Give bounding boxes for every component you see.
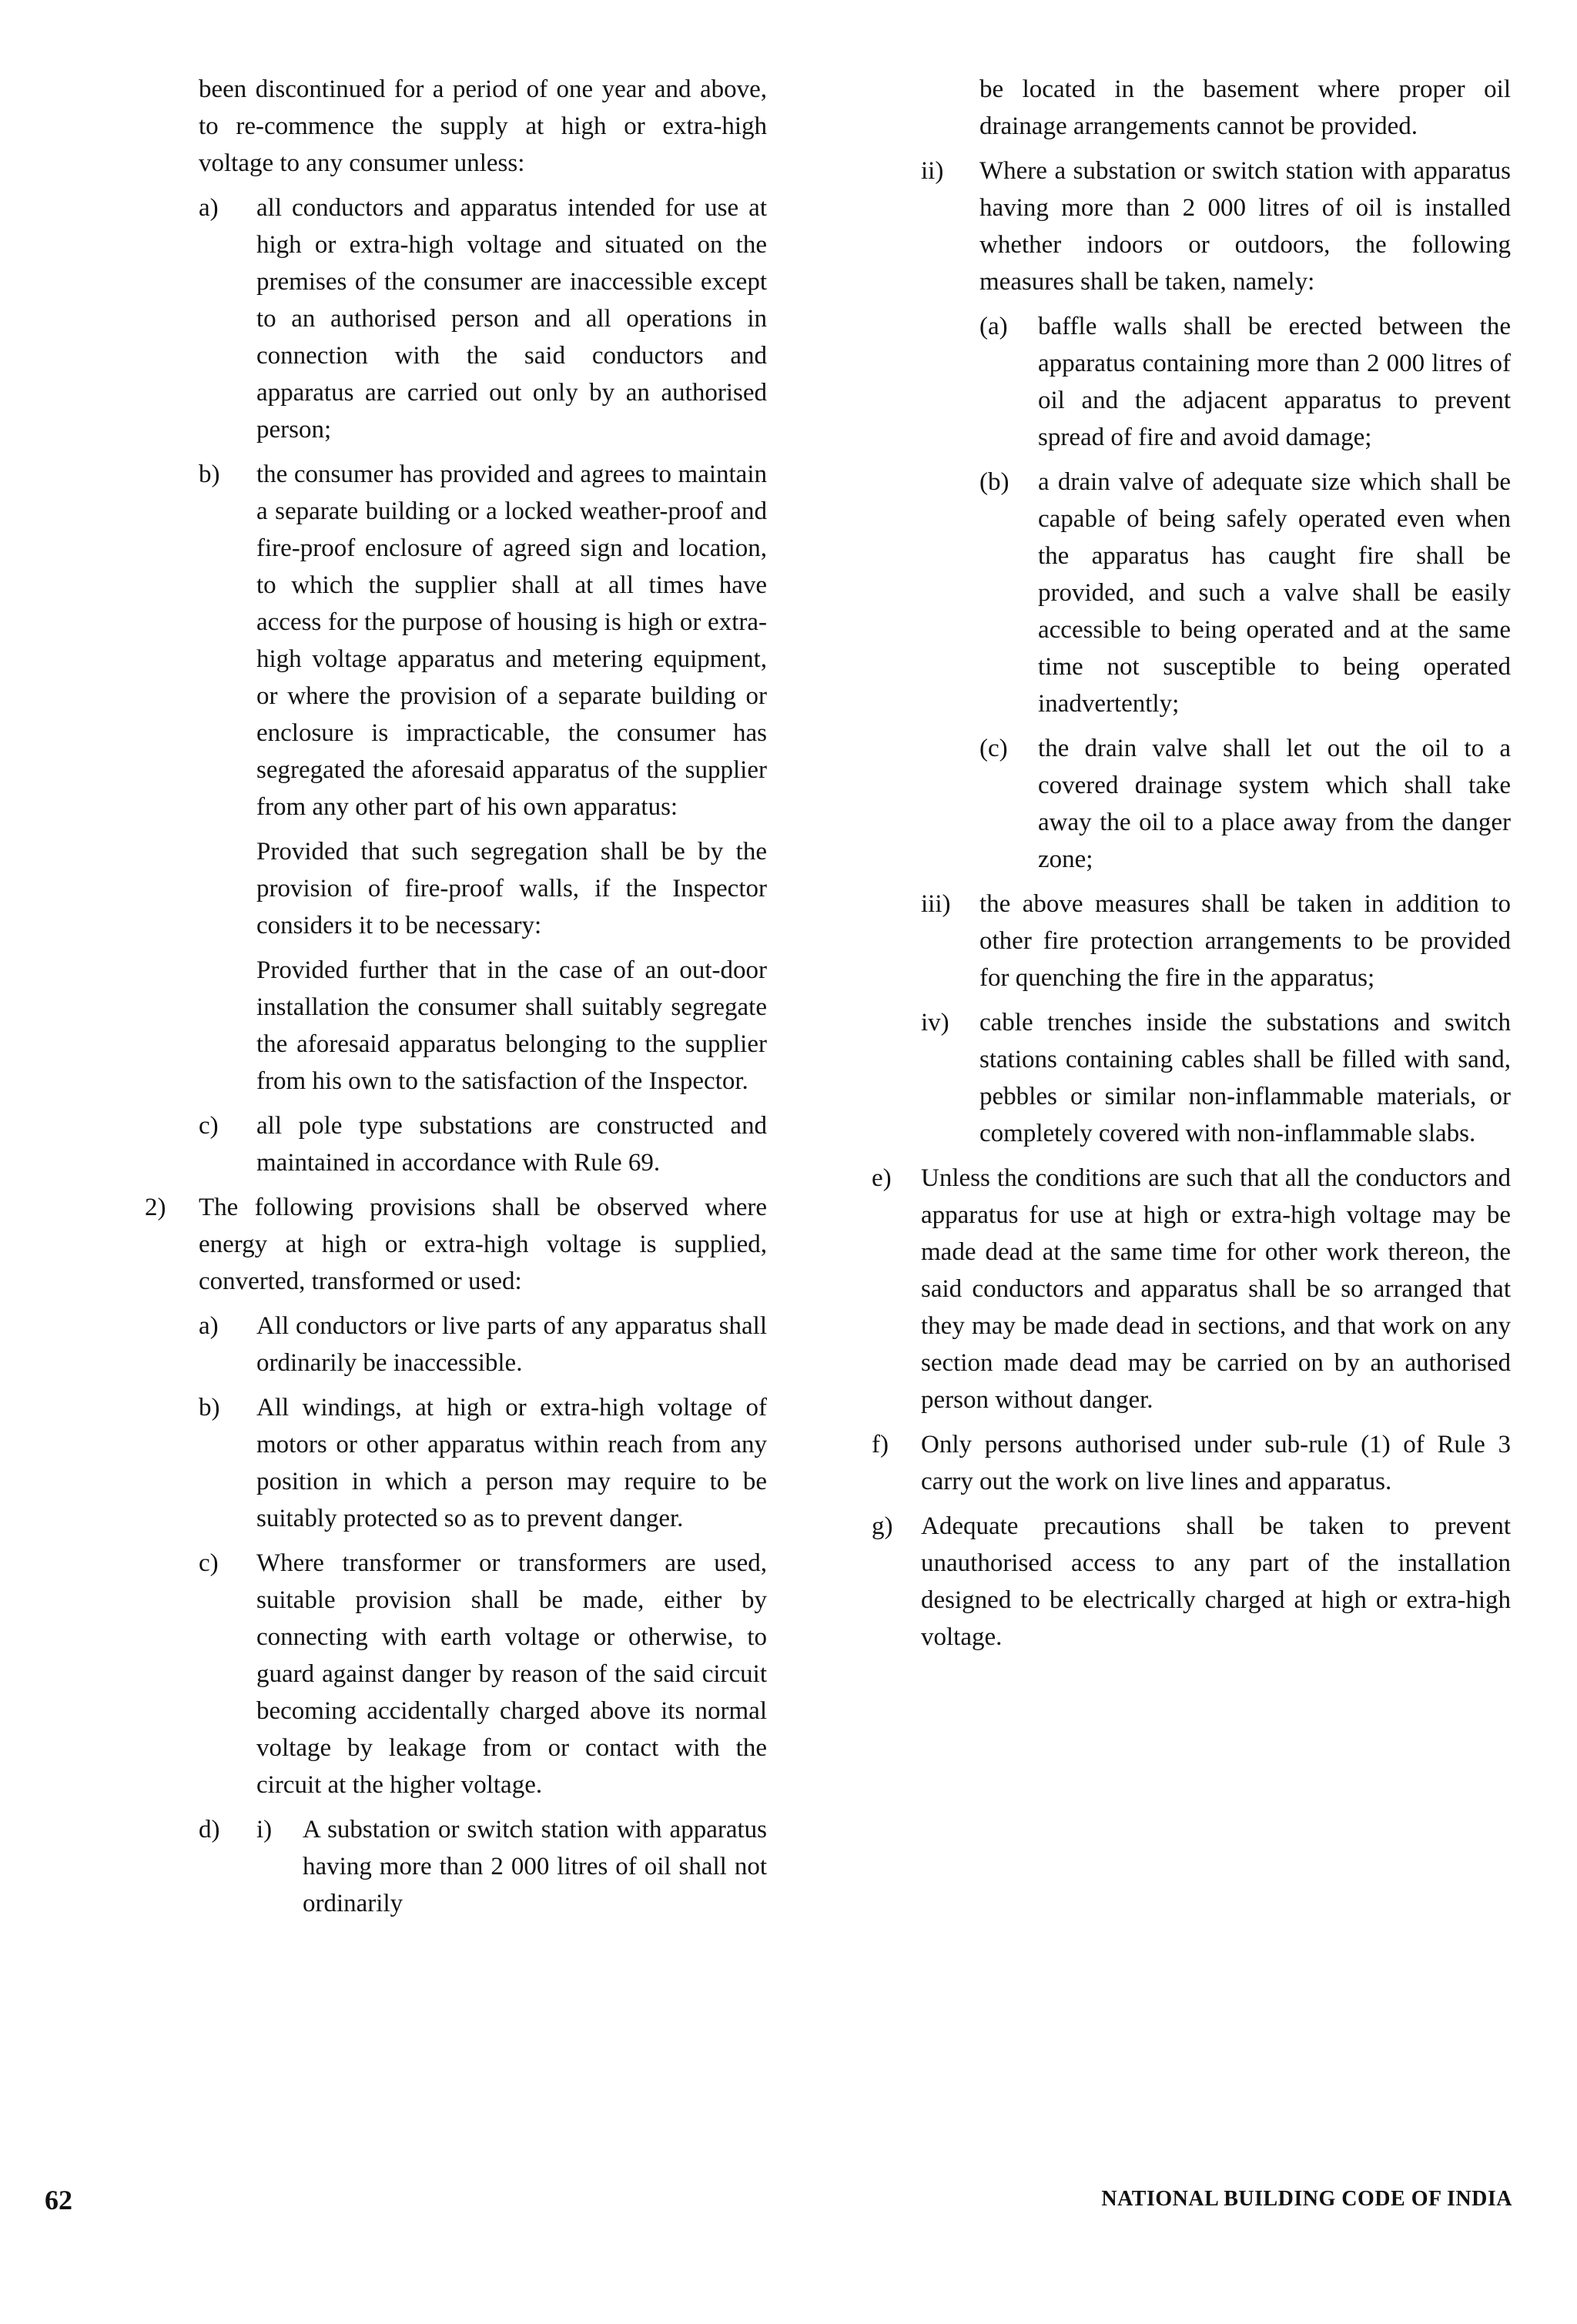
- item-label: b): [199, 460, 220, 488]
- item-text: Where a substation or switch station with apparatus having more than 2 000 litres of oil is installed whether indoors or outdoors, the following measures shall be taken, namely:: [979, 157, 1511, 296]
- continuation-paragraph: be located in the basement where proper oil drainage arrangements cannot be provided.: [979, 75, 1511, 140]
- item-label: c): [199, 1549, 219, 1577]
- page-number: 62: [45, 2185, 72, 2215]
- item-label: (a): [979, 313, 1008, 340]
- item-text: the drain valve shall let out the oil to a covered drainage system which shall take away the oil to a place away from the danger zone;: [1038, 735, 1511, 873]
- item-label: e): [872, 1164, 892, 1192]
- list-item-2c: [199, 1545, 767, 1803]
- left-column: [145, 71, 767, 1930]
- item-text: all conductors and apparatus intended for use at high or extra-high voltage and situated on the premises of the consumer are inaccessible except to an authorised person and all operations in connection with the said conductors and apparatus are carried out only by an authorised person;: [256, 194, 767, 444]
- item-label: iv): [921, 1009, 949, 1036]
- list-item-iii: [921, 886, 1511, 996]
- item-label: iii): [921, 890, 951, 918]
- list-item-c: [199, 1107, 767, 1181]
- sub-item-b: [979, 464, 1511, 722]
- list-item-b: [199, 456, 767, 825]
- item-text: baffle walls shall be erected between the apparatus containing more than 2 000 litres of oil and the adjacent apparatus to prevent spread of fire and avoid damage;: [1038, 313, 1511, 451]
- list-item-2d: [199, 1811, 767, 1922]
- list-item-2b: [199, 1389, 767, 1537]
- item-text: All windings, at high or extra-high voltage of motors or other apparatus within reach from any position in which a person may require to be suitably protected so as to prevent danger.: [256, 1394, 767, 1532]
- item-label: (b): [979, 468, 1009, 496]
- item-label: (c): [979, 735, 1008, 762]
- item-text: Unless the conditions are such that all the conductors and apparatus for use at high or extra-high voltage may be made dead at the same time for other work thereon, the said conductors and apparatus shall be so arranged that they may be made dead in sections, and that work on any section made dead may be carried on by an authorised person without danger.: [921, 1164, 1511, 1414]
- item-text: the above measures shall be taken in addition to other fire protection arrangements to be provided for quenching the fire in the apparatus;: [979, 890, 1511, 992]
- item-text: all pole type substations are constructed and maintained in accordance with Rule 69.: [256, 1112, 767, 1177]
- proviso-further-paragraph: Provided further that in the case of an out-door installation the consumer shall suitably segregate the aforesaid apparatus belonging to the supplier from his own to the satisfaction of the Inspector.: [256, 956, 767, 1095]
- sub-item-c: [979, 730, 1511, 878]
- item-text: cable trenches inside the substations and switch stations containing cables shall be filled with sand, pebbles or similar non-inflammable materials, or completely covered with non-inflammable slabs.: [979, 1009, 1511, 1147]
- item-label: b): [199, 1394, 220, 1422]
- sub-item-label: i): [256, 1816, 273, 1843]
- item-text: The following provisions shall be observed where energy at high or extra-high voltage is supplied, converted, transformed or used:: [199, 1194, 767, 1295]
- item-label: 2): [145, 1194, 166, 1221]
- sub-item-text: A substation or switch station with apparatus having more than 2 000 litres of oil shall not ordinarily: [303, 1816, 767, 1917]
- right-column: [872, 71, 1511, 1663]
- item-label: g): [872, 1512, 893, 1540]
- item-label: ii): [921, 157, 944, 185]
- proviso-paragraph: Provided that such segregation shall be by the provision of fire-proof walls, if the Inspector considers it to be necessary:: [256, 838, 767, 939]
- list-item-iv: [921, 1004, 1511, 1152]
- list-item-f: [872, 1426, 1511, 1500]
- intro-paragraph: been discontinued for a period of one year and above, to re-commence the supply at high or extra-high voltage to any consumer unless:: [199, 75, 767, 177]
- list-item-2: [145, 1189, 767, 1300]
- item-text: Adequate precautions shall be taken to prevent unauthorised access to any part of the installation designed to be electrically charged at high or extra-high voltage.: [921, 1512, 1511, 1651]
- list-item-g: [872, 1508, 1511, 1656]
- item-label: a): [199, 194, 219, 222]
- publication-title: NATIONAL BUILDING CODE OF INDIA: [1101, 2187, 1512, 2211]
- list-item-a: [199, 189, 767, 448]
- item-text: Only persons authorised under sub-rule (1) of Rule 3 carry out the work on live lines and apparatus.: [921, 1431, 1511, 1495]
- list-item-ii: [921, 152, 1511, 300]
- item-label: a): [199, 1312, 219, 1340]
- item-label: c): [199, 1112, 219, 1140]
- item-text: a drain valve of adequate size which shall be capable of being safely operated even when the apparatus has caught fire shall be provided, and such a valve shall be easily accessible to being operated and at the same time not susceptible to being operated inadvertently;: [1038, 468, 1511, 718]
- list-item-e: [872, 1160, 1511, 1418]
- item-label: f): [872, 1431, 889, 1458]
- item-label: d): [199, 1816, 220, 1843]
- sub-item-a: [979, 308, 1511, 456]
- list-item-2a: [199, 1308, 767, 1381]
- item-text: All conductors or live parts of any apparatus shall ordinarily be inaccessible.: [256, 1312, 767, 1377]
- item-text: Where transformer or transformers are used, suitable provision shall be made, either by connecting with earth voltage or otherwise, to guard against danger by reason of the said circuit becoming accidentally charged above its normal voltage by leakage from or contact with the circuit at the higher voltage.: [256, 1549, 767, 1799]
- item-text: the consumer has provided and agrees to maintain a separate building or a locked weather-proof and fire-proof enclosure of agreed sign and location, to which the supplier shall at all times have access for the purpose of housing is high or extra-high voltage apparatus and metering equipment, or where the provision of a separate building or enclosure is impracticable, the consumer has segregated the aforesaid apparatus of the supplier from any other part of his own apparatus:: [256, 460, 767, 821]
